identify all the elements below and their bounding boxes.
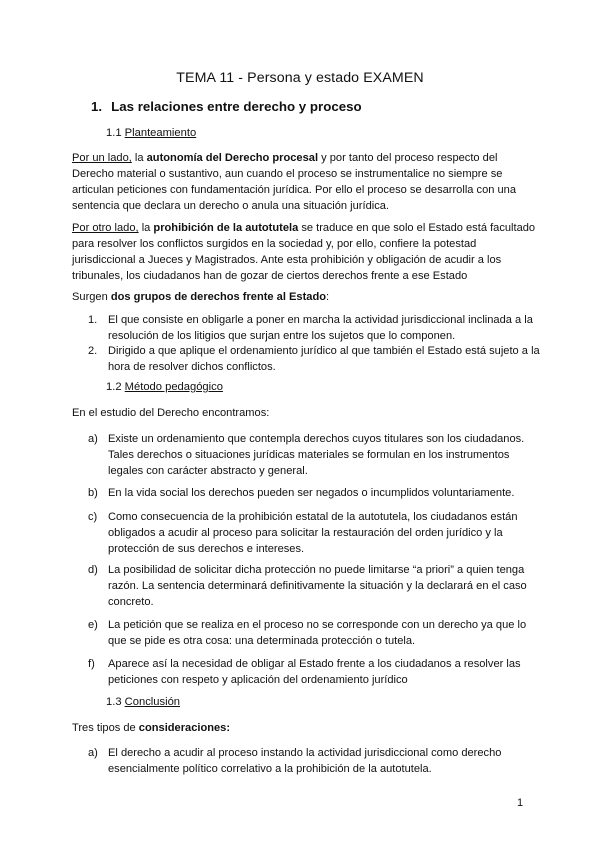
paragraph-lead: Por un lado, [72,152,132,164]
list-marker: a) [88,747,98,759]
paragraph-text: Surgen [72,291,111,303]
list-marker: 2. [88,345,98,357]
subsection-label: Método pedagógico [124,381,223,393]
section-heading [91,99,362,114]
paragraph-text: : [326,291,330,303]
list-marker: 1. [88,314,98,326]
paragraph-text: Tres tipos de [72,722,139,734]
paragraph-bold: autonomía del Derecho procesal [146,152,319,164]
list-text: El que consiste en obligarle a poner en marcha la actividad jurisdiccional inclinada a la resolución de los litigios que surjan entre los sujetos que lo componen. [108,314,533,342]
paragraph-bold: consideraciones: [138,722,231,734]
subsection-number: 1.1 [106,127,122,139]
paragraph-text: se traduce en que solo el Estado está facultado para resolver los conflictos surgidos en la sociedad y, por ello, confiere la potestad jurisdiccional a Jueces y Magistrados. Ante esta prohibición y obligación de acudir a los tribunales, los ciudadanos han de gozar de ciertos derechos frente a ese Estado [72,222,536,282]
list-text: La posibilidad de solicitar dicha protección no puede limitarse “a priori” a quien tenga razón. La sentencia determinará definitivamente la situación y la declarará en el caso concreto. [108,564,527,608]
paragraph-text: y por tanto del proceso respecto del Derecho material o sustantivo, aun cuando el proceso se instrumentalice no siempre se articulan peticiones con fundamentación jurídica. Por ello el proceso se desarrolla con una sentencia que declara un derecho o anula una situación jurídica. [72,152,517,212]
subsection-label: Conclusión [124,696,181,708]
paragraph-bold: prohibición de la autotutela [153,222,299,234]
paragraph-autotutela [72,220,542,284]
page-number: 1 [517,797,524,809]
list-marker: a) [88,433,98,445]
paragraph-bold: dos grupos de derechos frente al Estado [110,291,327,303]
list-text: En la vida social los derechos pueden ser negados o incumplidos voluntariamente. [108,487,515,499]
paragraph-autonomia [72,150,542,214]
section-heading-text: Las relaciones entre derecho y proceso [111,99,362,114]
list-marker: d) [88,564,98,576]
section-number: 1. [91,99,103,114]
paragraph-lead: Por otro lado, [72,222,139,234]
list-text: Como consecuencia de la prohibición estatal de la autotutela, los ciudadanos están obligados a acudir al proceso para solicitar la restauración del orden jurídico y la protección de sus derechos e intereses. [108,511,518,555]
paragraph-text: la [131,152,147,164]
list-text: El derecho a acudir al proceso instando la actividad jurisdiccional como derecho esencialmente político correlativo a la prohibición de la autotutela. [108,747,502,775]
subsection-label: Planteamiento [124,127,197,139]
list-marker: e) [88,619,98,631]
paragraph-estudio: En el estudio del Derecho encontramos: [72,407,270,419]
paragraph-grupos [72,289,542,305]
subsection-heading-metodo [106,381,223,393]
list-marker: b) [88,487,98,499]
document-title: TEMA 11 - Persona y estado EXAMEN [176,70,424,86]
list-marker: c) [88,511,98,523]
subsection-number: 1.3 [106,696,122,708]
list-text: Existe un ordenamiento que contempla derechos cuyos titulares son los ciudadanos. Tales derechos o situaciones jurídicas materiales se formulan en los instrumentos legales con carácter abstracto y general. [108,433,525,477]
list-marker: f) [88,658,95,670]
subsection-heading-planteamiento [106,127,196,139]
list-text: La petición que se realiza en el proceso no se corresponde con un derecho ya que lo que se pide es otra cosa: una determinada protección o tutela. [108,619,527,647]
list-text: Dirigido a que aplique el ordenamiento jurídico al que también el Estado está sujeto a la hora de resolver dichos conflictos. [108,345,540,373]
subsection-heading-conclusion [106,696,180,708]
paragraph-text: la [138,222,154,234]
paragraph-consideraciones [72,720,542,736]
subsection-number: 1.2 [106,381,122,393]
list-text: Aparece así la necesidad de obligar al Estado frente a los ciudadanos a resolver las peticiones con respeto y aplicación del ordenamiento jurídico [108,658,521,686]
